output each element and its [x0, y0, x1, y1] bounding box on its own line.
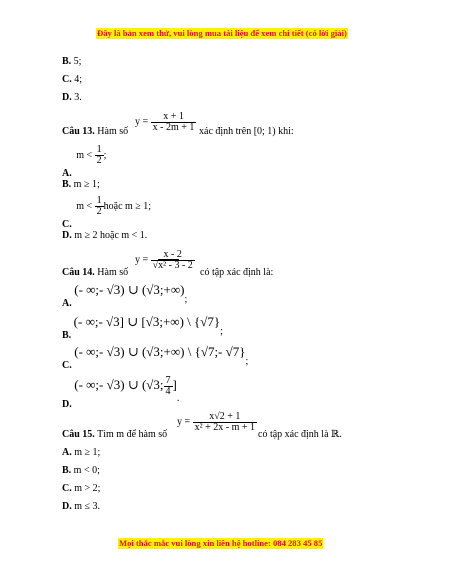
q14-option-b: B. (- ∞;- √3] ∪ [√3;+∞) \ {√7}; [62, 314, 223, 341]
question-14-stem: Câu 14. Hàm số [62, 267, 129, 278]
question-15-formula: y = $\frac{x√2 + 1}{\text{x² + 2x - m + 1}}$ [177, 411, 256, 433]
question-15-stem: Câu 15. Tìm m để hàm số [62, 429, 168, 440]
prev-option-c: C. 4; [62, 74, 83, 85]
question-14-formula: y = $\frac{x - 2}{\text{√x² - 3 - 2}}$ [135, 249, 193, 271]
q15-option-c: C. m > 2; [62, 483, 101, 494]
header-banner: Đây là bản xem thử, vui lòng mua tài liệu để xem chi tiết (có lời giải) [97, 28, 347, 38]
q14-option-d: D. (- ∞;- √3) ∪ (√3; $\frac{7}{4}$ ]. [62, 375, 180, 410]
footer-banner: Mọi thắc mắc vui lòng xin liên hệ hotline: 084 283 45 85 [119, 538, 323, 548]
question-13-tail: xác định trên [0; 1) khi: [199, 126, 294, 137]
question-13-formula: y = $\frac{x + 1}{x - 2m + 1}$ [135, 111, 195, 133]
q14-option-a: A. (- ∞;- √3) ∪ (√3;+∞); [62, 282, 188, 309]
q14-option-c: C. (- ∞;- √3) ∪ (√3;+∞) \ {√7;- √7}; [62, 344, 249, 371]
q13-option-a: A. m < $\frac{1}{2}$ ; [62, 144, 107, 179]
q15-option-b: B. m < 0; [62, 465, 100, 476]
prev-option-b: B. 5; [62, 56, 82, 67]
question-15-tail: có tập xác định là ℝ. [258, 429, 342, 440]
prev-option-d: D. 3. [62, 92, 82, 103]
q13-option-c: C. m < $\frac{1}{2}$ hoặc m ≥ 1; [62, 195, 152, 230]
question-13-stem: Câu 13. Hàm số [62, 126, 129, 137]
question-14-tail: có tập xác định là: [200, 267, 274, 278]
q13-option-d: D. m ≥ 2 hoặc m < 1. [62, 230, 148, 241]
q13-option-b: B. m ≥ 1; [62, 179, 100, 190]
q15-option-d: D. m ≤ 3. [62, 501, 101, 512]
q15-option-a: A. m ≥ 1; [62, 447, 101, 458]
